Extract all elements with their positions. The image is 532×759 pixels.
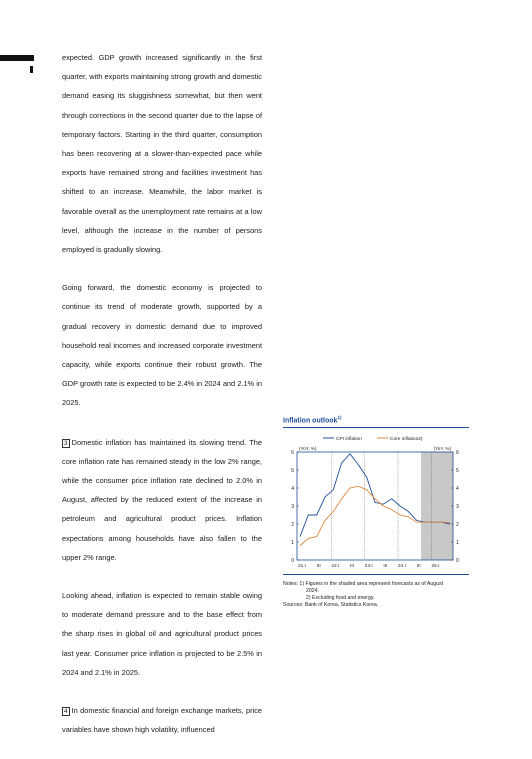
note-1: Notes: 1) Figures in the shaded area represent forecasts as of August: [283, 581, 444, 587]
x-tick-label-3: III: [350, 564, 354, 569]
y-tick-label-left-6: 6: [291, 450, 294, 456]
y-tick-label-right-4: 4: [456, 486, 459, 492]
paragraph-inflation-outlook: Looking ahead, inflation is expected to remain stable owing to moderate demand pressure and to the base effect from the sharp rises in global oil and agricultural product prices last year. Consumer price inflation is projected to be 2.5% in 2024 and 2.1% in 2025.: [62, 591, 262, 677]
y-axis-label-left: (YoY, %): [299, 446, 317, 451]
y-tick-label-right-2: 2: [456, 522, 459, 528]
x-tick-label-7: III: [416, 564, 421, 569]
chart-notes: [283, 581, 473, 609]
y-tick-label-left-0: 0: [291, 558, 294, 564]
x-tick-label-4: 23.I: [364, 564, 373, 569]
inflation-line-chart: [283, 428, 469, 574]
x-tick-label-8: 25.I: [431, 564, 440, 569]
paragraph-inflation: [62, 433, 262, 567]
y-tick-label-right-6: 6: [456, 450, 459, 456]
y-axis-label-right: (YoY, %): [433, 446, 451, 451]
x-tick-label-1: III: [316, 564, 321, 569]
paragraph-markets: [62, 701, 262, 739]
note-2: 2) Excluding food and energy.: [306, 595, 375, 601]
x-tick-label-0: 21.I: [297, 564, 307, 569]
section-marker-3: 3: [64, 439, 68, 447]
text-column: [62, 48, 262, 759]
y-tick-label-right-3: 3: [456, 504, 459, 510]
page-edge-mark: [0, 55, 34, 61]
y-tick-label-left-4: 4: [291, 486, 294, 492]
forecast-shade: [421, 452, 453, 560]
y-tick-label-right-0: 0: [456, 558, 459, 564]
note-1-cont: 2024.: [306, 588, 319, 594]
paragraph-economy: expected. GDP growth increased significantly in the first quarter, with exports maintaining strong growth and domestic demand easing its sluggishness somewhat, but then went through corrections in the second quarter due to the lapse of temporary factors. Starting in the third quarter, consumption has been recovering at a slower-than-expected pace while exports have remained strong and facilities investment has shifted to an increase. Meanwhile, the labor market is favorable overall as the unemployment rate remains at a low level, although the increase in the number of persons employed is gradually slowing.: [62, 53, 262, 255]
y-tick-label-left-3: 3: [291, 504, 294, 510]
section-marker-4: 4: [64, 708, 68, 716]
y-tick-label-right-5: 5: [456, 468, 459, 474]
chart-title: [283, 415, 341, 424]
y-tick-label-left-1: 1: [291, 540, 294, 546]
paragraph-markets-text: In domestic financial and foreign exchange markets, price variables have shown high volatility, influenced: [62, 706, 262, 735]
chart-title-text: Inflation outlook: [283, 417, 338, 425]
page-edge-tick: [30, 66, 33, 73]
paragraph-inflation-text: Domestic inflation has maintained its slowing trend. The core inflation rate has remained steady in the low 2% range, while the consumer price inflation rate declined to 2.0% in August, affected by the reduced extent of the increase in petroleum and agricultural product prices. Inflation expectations among households have also fallen to the upper 2% range.: [62, 437, 262, 562]
x-tick-label-5: III: [383, 564, 388, 569]
legend-label-cpi: CPI inflation: [336, 436, 362, 442]
sources: Sources: Bank of Korea, Statistics Korea.: [283, 602, 379, 608]
y-tick-label-left-5: 5: [291, 468, 294, 474]
x-tick-label-2: 22.I: [331, 564, 340, 569]
legend-label-core: Core inflation2): [390, 436, 423, 442]
x-tick-label-6: 24.I: [397, 564, 407, 569]
chart-title-footnote: 1): [337, 415, 342, 420]
y-tick-label-left-2: 2: [291, 522, 294, 528]
y-tick-label-right-1: 1: [456, 540, 459, 546]
paragraph-outlook: Going forward, the domestic economy is projected to continue its trend of moderate growth, supported by a gradual recovery in domestic demand due to improved household real incomes and increased corporate investment capacity, while exports continue their robust growth. The GDP growth rate is expected to be 2.4% in 2024 and 2.1% in 2025.: [62, 283, 262, 408]
chart-bottom-rule: [283, 574, 469, 575]
